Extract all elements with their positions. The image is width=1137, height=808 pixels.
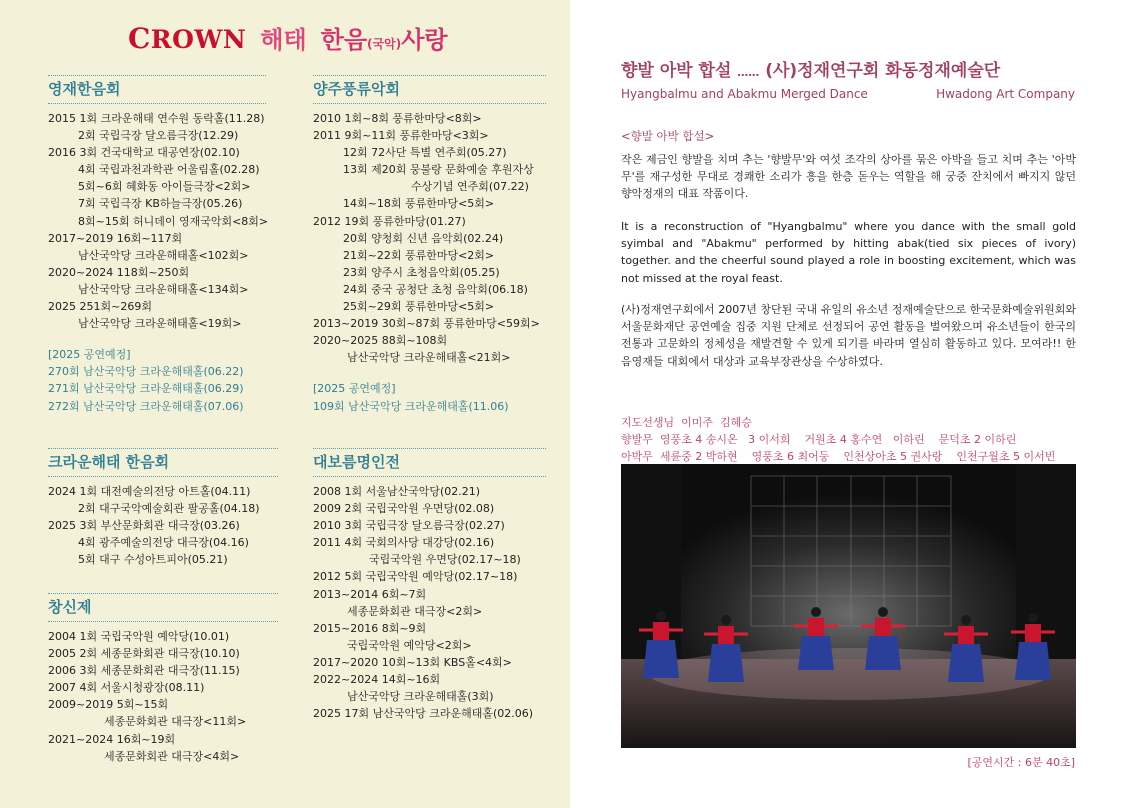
plan-item: 109회 남산국악당 크라운해태홀(11.06) — [313, 399, 509, 413]
logo-crown — [128, 22, 246, 55]
list-item: 2020~2024 118회~250회 — [48, 265, 190, 279]
section-title: 창신제 — [48, 598, 92, 616]
list-item: 14회~18회 풍류한마당<5회> — [343, 197, 495, 211]
list-item: 2010 1회~8회 풍류한마당<8회> — [313, 112, 482, 125]
list-item: 20회 양청회 신년 음악회(02.24) — [343, 231, 504, 245]
list-item: 세종문화회관 대극장<11회> — [104, 715, 247, 729]
list-item: 2011 9회~11회 풍류한마당<3회> — [313, 129, 489, 143]
list-item: 2017~2019 16회~117회 — [48, 231, 183, 245]
plan-title: [2025 공연예정] — [48, 348, 131, 362]
list-item: 4회 광주예술의전당 대극장(04.16) — [78, 536, 249, 550]
organization-description: (사)정재연구회에서 2007년 창단된 국내 유일의 유소년 정재예술단으로 한국문화예술위원회와 서울문화재단 공연예술 집중 지원 단체로 선정되어 공연 활동을 벌여왔으며 유소년들이 한국의 전통과 고문화의 정체성을 재발견할 수 있게 되기를 바라며 열심히 활동하고 있다. 모여라!! 한음영재들 대회에서 대상과 교육부장관상을 수상하였다. — [621, 303, 1076, 368]
list-item: 2016 3회 건국대학교 대공연장(02.10) — [48, 146, 240, 160]
list-item: 2022~2024 14회~16회 — [313, 673, 441, 687]
list-item: 2015~2016 8회~9회 — [313, 621, 427, 635]
section-crownhaetae — [48, 448, 278, 568]
section-daebo — [313, 448, 546, 722]
list-item: 2007 4회 서울시청광장(08.11) — [48, 681, 205, 695]
list-item: 2004 1회 국립국악원 예악당(10.01) — [48, 630, 230, 643]
list-item: 5회 대구 수성아트피아(05.21) — [78, 553, 228, 567]
list-item: 2020~2025 88회~108회 — [313, 334, 448, 348]
description-english: It is a reconstruction of "Hyangbalmu" where you dance with the small gold syimbal and "Abakmu" performed by hitting abak(tied six pieces of ivory) together. and the cheerful sound played a role in boosting excitement, which was not missed at the royal feast. — [621, 220, 1076, 285]
list-item: 남산국악당 크라운해태홀(3회) — [347, 690, 494, 704]
section-title: 크라운해태 한음회 — [48, 453, 170, 471]
logo-hanum-small: (국악) — [367, 37, 402, 51]
section-heading: <향발 아박 합설> — [621, 129, 715, 143]
list-item: 2005 2회 세종문화회관 대극장(10.10) — [48, 647, 240, 661]
section-title: 대보름명인전 — [313, 453, 400, 471]
list-item: 5회~6회 혜화동 아이들극장<2회> — [78, 180, 251, 194]
section-title: 영재한음회 — [48, 80, 121, 98]
plan-item: 272회 남산국악당 크라운해태홀(07.06) — [48, 399, 244, 413]
list-item: 2015 1회 크라운해태 연수원 동락홀(11.28) — [48, 112, 265, 125]
list-item: 13회 제20회 뭉불랑 문화예술 후원자상 — [343, 163, 534, 177]
list-item: 2009~2019 5회~15회 — [48, 698, 169, 712]
list-item: 2008 1회 서울남산국악당(02.21) — [313, 485, 481, 498]
subtitle-company: Hwadong Art Company — [936, 87, 1075, 101]
logo-haetae: 해태 — [260, 26, 307, 54]
list-item: 2025 251회~269회 — [48, 300, 152, 314]
title-dots: …… — [737, 66, 760, 79]
logo-crown-initial: C — [128, 22, 151, 55]
list-item: 24회 중국 공청단 초청 음악회(06.18) — [343, 282, 528, 296]
credits-abakmu: 아박무 세륜중 2 박하현 영풍초 6 최어둥 인천상아초 5 권사랑 인천구월초 5 이서빈 — [621, 450, 1056, 463]
logo-hanum-a: 한음 — [320, 26, 368, 54]
performance-duration: [공연시간 : 6분 40초] — [967, 756, 1075, 769]
performance-photo — [621, 464, 1076, 748]
plan-item: 270회 남산국악당 크라운해태홀(06.22) — [48, 365, 244, 379]
list-item: 세종문화회관 대극장<4회> — [104, 749, 240, 763]
list-item: 2회 대구국악예술회관 팔공홀(04.18) — [78, 502, 260, 516]
list-item: 남산국악당 크라운해태홀<102회> — [78, 248, 249, 262]
list-item: 4회 국립과천과학관 어울림홀(02.28) — [78, 163, 260, 177]
section-changsinje — [48, 593, 278, 765]
section-yeongjae — [48, 75, 269, 415]
list-item: 7회 국립극장 KB하늘극장(05.26) — [78, 197, 243, 211]
list-item: 8회~15회 허니데이 영재국악회<8회> — [78, 214, 269, 228]
subtitle-english: Hyangbalmu and Abakmu Merged Dance — [621, 87, 868, 101]
list-item: 2013~2019 30회~87회 풍류한마당<59회> — [313, 317, 540, 331]
plan-item: 271회 남산국악당 크라운해태홀(06.29) — [48, 382, 244, 396]
logo-crown-rest: ROWN — [150, 25, 247, 54]
list-item: 국립국악원 우면당(02.17~18) — [369, 553, 521, 567]
list-item: 남산국악당 크라운해태홀<19회> — [78, 317, 242, 331]
section-yangju — [313, 75, 546, 415]
list-item: 23회 양주시 초청음악회(05.25) — [343, 265, 500, 279]
title-main: 향발 아박 합설 — [621, 61, 732, 81]
list-item: 수상기념 연주회(07.22) — [411, 180, 529, 194]
list-item: 남산국악당 크라운해태홀<21회> — [347, 351, 511, 365]
list-item: 2017~2020 10회~13회 KBS홀<4회> — [313, 655, 512, 669]
list-item: 2012 5회 국립국악원 예악당(02.17~18) — [313, 570, 518, 584]
logo-hanum — [321, 20, 448, 55]
list-item: 2021~2024 16회~19회 — [48, 732, 176, 746]
section-title: 양주풍류악회 — [313, 80, 400, 98]
list-item: 21회~22회 풍류한마당<2회> — [343, 248, 495, 262]
performance-title — [621, 56, 1000, 81]
list-item: 2006 3회 세종문화회관 대극장(11.15) — [48, 664, 240, 678]
list-item: 국립국악원 예악당<2회> — [347, 638, 472, 652]
list-item: 2011 4회 국회의사당 대강당(02.16) — [313, 536, 495, 550]
list-item: 2회 국립극장 달오름극장(12.29) — [78, 129, 239, 143]
plan-title: [2025 공연예정] — [313, 382, 396, 396]
list-item: 2024 1회 대전예술의전당 아트홀(04.11) — [48, 485, 251, 498]
list-item: 2012 19회 풍류한마당(01.27) — [313, 214, 466, 228]
description-korean: 작은 제금인 향발을 치며 추는 '향발무'와 여섯 조각의 상아를 묶은 아박을 들고 치며 추는 '아박무'를 재구성한 무대로 경쾌한 소리가 흥을 한층 돋우는 역할을 해 궁중 잔치에서 빠지지 않던 향악정재의 대표 작품이다. — [621, 153, 1076, 201]
list-item: 12회 72사단 특별 연주회(05.27) — [343, 146, 507, 160]
list-item: 남산국악당 크라운해태홀<134회> — [78, 282, 249, 296]
list-item: 2025 17회 남산국악당 크라운해태홀(02.06) — [313, 707, 534, 721]
list-item: 2010 3회 국립극장 달오름극장(02.27) — [313, 519, 505, 533]
list-item: 25회~29회 풍류한마당<5회> — [343, 300, 495, 314]
logo-hanum-b: 사랑 — [401, 26, 448, 54]
list-item: 세종문화회관 대극장<2회> — [347, 604, 483, 618]
credits-teachers: 지도선생님 이미주 김혜승 — [621, 416, 752, 429]
list-item: 2025 3회 부산문화회관 대극장(03.26) — [48, 519, 240, 533]
list-item: 2009 2회 국립국악원 우면당(02.08) — [313, 502, 495, 516]
title-org: (사)정재연구회 화동정재예술단 — [765, 61, 1001, 81]
list-item: 2013~2014 6회~7회 — [313, 587, 427, 601]
credits-hyangbalmu: 향발무 영풍초 4 송시온 3 이서희 거원초 4 홍수연 이하린 문덕초 2 이하린 — [621, 433, 1017, 446]
crown-haetae-logo — [128, 20, 448, 54]
